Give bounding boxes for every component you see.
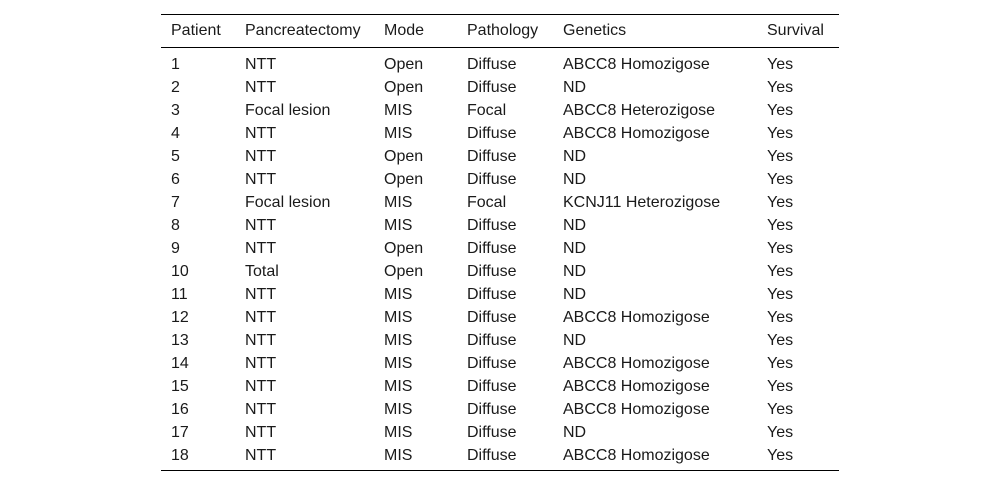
- pancreatectomy-cell: Total: [245, 263, 279, 280]
- pancreatectomy-cell: NTT: [245, 447, 277, 464]
- mode-cell: MIS: [384, 332, 413, 349]
- pancreatectomy-cell: NTT: [245, 79, 277, 96]
- pancreatectomy-cell: NTT: [245, 56, 277, 73]
- genetics-cell: ND: [563, 286, 587, 303]
- pathology-cell: Diffuse: [467, 125, 517, 142]
- genetics-cell: ABCC8 Homozigose: [563, 447, 710, 464]
- patient-cell: 13: [171, 332, 189, 349]
- survival-cell: Yes: [767, 355, 794, 372]
- patient-cell: 15: [171, 378, 189, 395]
- pancreatectomy-cell: NTT: [245, 424, 277, 441]
- patient-table-container: [161, 14, 839, 471]
- pathology-cell: Diffuse: [467, 401, 517, 418]
- genetics-cell: ABCC8 Homozigose: [563, 355, 710, 372]
- pancreatectomy-cell: NTT: [245, 286, 277, 303]
- genetics-cell: ND: [563, 148, 587, 165]
- column-header-genetics: Genetics: [563, 22, 627, 39]
- patient-cell: 17: [171, 424, 189, 441]
- patient-cell: 1: [171, 56, 180, 73]
- patient-cell: 2: [171, 79, 180, 96]
- column-header-mode: Mode: [384, 22, 425, 39]
- table-row: [161, 444, 839, 471]
- survival-cell: Yes: [767, 102, 794, 119]
- pathology-cell: Diffuse: [467, 447, 517, 464]
- pathology-cell: Diffuse: [467, 217, 517, 234]
- pancreatectomy-cell: NTT: [245, 401, 277, 418]
- table-row: [161, 398, 839, 421]
- genetics-cell: ND: [563, 424, 587, 441]
- genetics-cell: ABCC8 Homozigose: [563, 401, 710, 418]
- patient-cell: 3: [171, 102, 180, 119]
- mode-cell: MIS: [384, 102, 413, 119]
- mode-cell: Open: [384, 79, 424, 96]
- mode-cell: Open: [384, 263, 424, 280]
- pathology-cell: Focal: [467, 102, 507, 119]
- mode-cell: Open: [384, 148, 424, 165]
- survival-cell: Yes: [767, 401, 794, 418]
- patient-cell: 16: [171, 401, 189, 418]
- patient-cell: 5: [171, 148, 180, 165]
- mode-cell: MIS: [384, 125, 413, 142]
- survival-cell: Yes: [767, 309, 794, 326]
- patient-cell: 8: [171, 217, 180, 234]
- column-header-survival: Survival: [767, 22, 824, 39]
- genetics-cell: ND: [563, 263, 587, 280]
- survival-cell: Yes: [767, 332, 794, 349]
- pathology-cell: Diffuse: [467, 79, 517, 96]
- patient-cell: 4: [171, 125, 180, 142]
- patient-cell: 11: [171, 286, 188, 303]
- survival-cell: Yes: [767, 79, 794, 96]
- table-row: [161, 375, 839, 398]
- survival-cell: Yes: [767, 148, 794, 165]
- table-row: [161, 352, 839, 375]
- table-row: [161, 145, 839, 168]
- pancreatectomy-cell: NTT: [245, 378, 277, 395]
- mode-cell: Open: [384, 171, 424, 188]
- genetics-cell: ABCC8 Homozigose: [563, 309, 710, 326]
- survival-cell: Yes: [767, 263, 794, 280]
- mode-cell: MIS: [384, 401, 413, 418]
- pathology-cell: Diffuse: [467, 378, 517, 395]
- pathology-cell: Diffuse: [467, 56, 517, 73]
- genetics-cell: ABCC8 Heterozigose: [563, 102, 716, 119]
- pathology-cell: Diffuse: [467, 263, 517, 280]
- pathology-cell: Diffuse: [467, 240, 517, 257]
- mode-cell: MIS: [384, 217, 413, 234]
- mode-cell: MIS: [384, 378, 413, 395]
- survival-cell: Yes: [767, 424, 794, 441]
- table-row: [161, 168, 839, 191]
- table-row: [161, 237, 839, 260]
- pancreatectomy-cell: NTT: [245, 125, 277, 142]
- table-row: [161, 283, 839, 306]
- pathology-cell: Diffuse: [467, 332, 517, 349]
- mode-cell: MIS: [384, 424, 413, 441]
- survival-cell: Yes: [767, 240, 794, 257]
- genetics-cell: ND: [563, 79, 587, 96]
- mode-cell: MIS: [384, 286, 413, 303]
- column-header-pancreatectomy: Pancreatectomy: [245, 22, 361, 39]
- pancreatectomy-cell: NTT: [245, 217, 277, 234]
- column-header-pathology: Pathology: [467, 22, 539, 39]
- mode-cell: MIS: [384, 194, 413, 211]
- genetics-cell: ABCC8 Homozigose: [563, 56, 710, 73]
- table-row: [161, 122, 839, 145]
- pancreatectomy-cell: NTT: [245, 355, 277, 372]
- patient-cell: 14: [171, 355, 189, 372]
- pancreatectomy-cell: NTT: [245, 309, 277, 326]
- genetics-cell: ND: [563, 171, 587, 188]
- genetics-cell: ND: [563, 217, 587, 234]
- genetics-cell: ND: [563, 240, 587, 257]
- pathology-cell: Focal: [467, 194, 507, 211]
- survival-cell: Yes: [767, 171, 794, 188]
- mode-cell: Open: [384, 56, 424, 73]
- mode-cell: MIS: [384, 447, 413, 464]
- pathology-cell: Diffuse: [467, 424, 517, 441]
- pathology-cell: Diffuse: [467, 309, 517, 326]
- table-row: [161, 421, 839, 444]
- pancreatectomy-cell: NTT: [245, 148, 277, 165]
- table-row: [161, 76, 839, 99]
- genetics-cell: ABCC8 Homozigose: [563, 378, 710, 395]
- pancreatectomy-cell: Focal lesion: [245, 194, 331, 211]
- pancreatectomy-cell: NTT: [245, 171, 277, 188]
- mode-cell: MIS: [384, 355, 413, 372]
- survival-cell: Yes: [767, 194, 794, 211]
- patient-cell: 10: [171, 263, 189, 280]
- genetics-cell: ABCC8 Homozigose: [563, 125, 710, 142]
- table-header: [161, 15, 839, 48]
- patient-cell: 12: [171, 309, 189, 326]
- table-row: [161, 306, 839, 329]
- table-row: [161, 191, 839, 214]
- table-row: [161, 260, 839, 283]
- column-header-patient: Patient: [171, 22, 221, 39]
- survival-cell: Yes: [767, 217, 794, 234]
- patient-table: [161, 14, 839, 471]
- patient-cell: 18: [171, 447, 189, 464]
- table-row: [161, 214, 839, 237]
- pancreatectomy-cell: NTT: [245, 332, 277, 349]
- table-row: [161, 48, 839, 77]
- survival-cell: Yes: [767, 378, 794, 395]
- genetics-cell: ND: [563, 332, 587, 349]
- survival-cell: Yes: [767, 447, 794, 464]
- pancreatectomy-cell: NTT: [245, 240, 277, 257]
- patient-cell: 9: [171, 240, 180, 257]
- mode-cell: Open: [384, 240, 424, 257]
- patient-cell: 6: [171, 171, 180, 188]
- pathology-cell: Diffuse: [467, 355, 517, 372]
- pathology-cell: Diffuse: [467, 286, 517, 303]
- pancreatectomy-cell: Focal lesion: [245, 102, 331, 119]
- survival-cell: Yes: [767, 56, 794, 73]
- mode-cell: MIS: [384, 309, 413, 326]
- header-row: [161, 15, 839, 48]
- pathology-cell: Diffuse: [467, 148, 517, 165]
- table-row: [161, 329, 839, 352]
- table-row: [161, 99, 839, 122]
- table-body: [161, 48, 839, 471]
- patient-cell: 7: [171, 194, 180, 211]
- survival-cell: Yes: [767, 286, 794, 303]
- genetics-cell: KCNJ11 Heterozigose: [563, 194, 721, 211]
- pathology-cell: Diffuse: [467, 171, 517, 188]
- survival-cell: Yes: [767, 125, 794, 142]
